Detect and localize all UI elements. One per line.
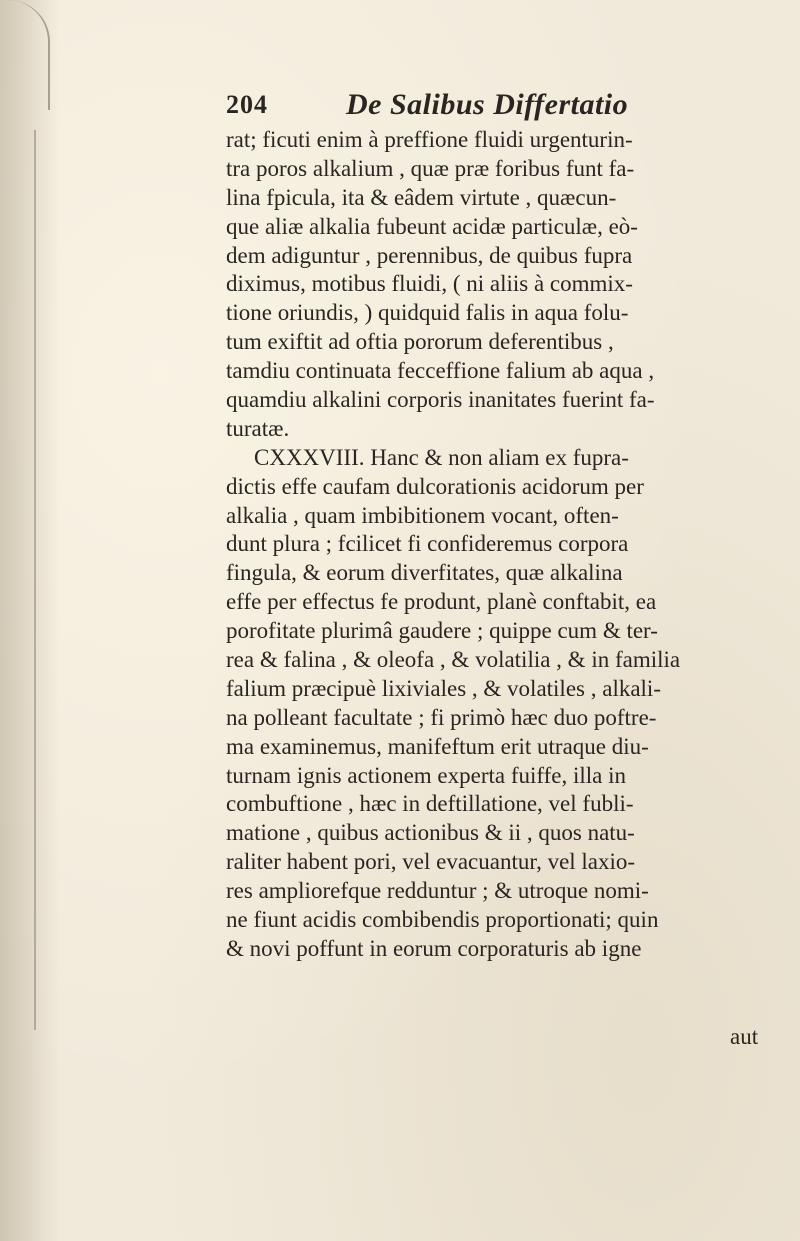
text-line: matione , quibus actionibus & ii , quos natu- xyxy=(226,820,635,846)
text-line: falium præcipuè lixiviales , & volatiles , alkali- xyxy=(226,675,661,701)
text-line: res ampliorefque redduntur ; & utroque nomi- xyxy=(226,878,649,904)
text-line: alkalia , quam imbibitionem vocant, often- xyxy=(226,502,619,528)
text-line: tione oriundis, ) quidquid falis in aqua folu- xyxy=(226,300,629,326)
text-line: tra poros alkalium , quæ præ foribus funt fa- xyxy=(226,155,635,181)
text-line: dunt plura ; fcilicet fi confideremus corpora xyxy=(226,531,629,557)
text-line: rea & falina , & oleofa , & volatilia , & in familia xyxy=(226,647,681,673)
text-line: effe per effectus fe produnt, planè conftabit, ea xyxy=(226,589,657,615)
text-line: diximus, motibus fluidi, ( ni aliis à commix- xyxy=(226,271,633,297)
text-line: ne fiunt acidis combibendis proportionati; quin xyxy=(226,907,659,933)
text-line: fingula, & eorum diverfitates, quæ alkalina xyxy=(226,560,623,586)
text-line: raliter habent pori, vel evacuantur, vel laxio- xyxy=(226,849,636,875)
text-line: dem adiguntur , perennibus, de quibus fupra xyxy=(226,242,633,268)
text-line: porofitate plurimâ gaudere ; quippe cum & ter- xyxy=(226,618,658,644)
running-title: De Salibus Differtatio xyxy=(346,88,629,121)
page-header xyxy=(226,88,766,124)
text-line: rat; ficuti enim à preffione fluidi urgenturin- xyxy=(226,127,633,152)
text-line: tamdiu continuata fecceffione falium ab aqua , xyxy=(226,358,655,384)
text-line: dictis effe caufam dulcorationis acidorum per xyxy=(226,473,644,499)
page-gutter-shadow xyxy=(0,0,60,1241)
body-text xyxy=(226,126,766,964)
text-line: que aliæ alkalia fubeunt acidæ particulæ, eò- xyxy=(226,213,638,239)
text-line: & novi poffunt in eorum corporaturis ab igne xyxy=(226,935,642,961)
text-line: lina fpicula, ita & eâdem virtute , quæcun- xyxy=(226,184,617,210)
page-number: 204 xyxy=(226,90,268,119)
text-line: turnam ignis actionem experta fuiffe, illa in xyxy=(226,762,627,788)
section-start-line: CXXXVIII. Hanc & non aliam ex fupra- xyxy=(254,444,629,470)
text-line: combuftione , hæc in deftillatione, vel fubli- xyxy=(226,791,634,817)
text-line: tum exiftit ad oftia pororum deferentibus , xyxy=(226,329,614,355)
gutter-line xyxy=(34,130,36,1030)
text-line: ma examinemus, manifeftum erit utraque diu- xyxy=(226,733,649,759)
text-line: quamdiu alkalini corporis inanitates fuerint fa- xyxy=(226,387,655,413)
catchword: aut xyxy=(730,1024,759,1049)
text-line: na polleant facultate ; fi primò hæc duo poftre- xyxy=(226,704,657,730)
text-line: turatæ. xyxy=(226,415,290,441)
